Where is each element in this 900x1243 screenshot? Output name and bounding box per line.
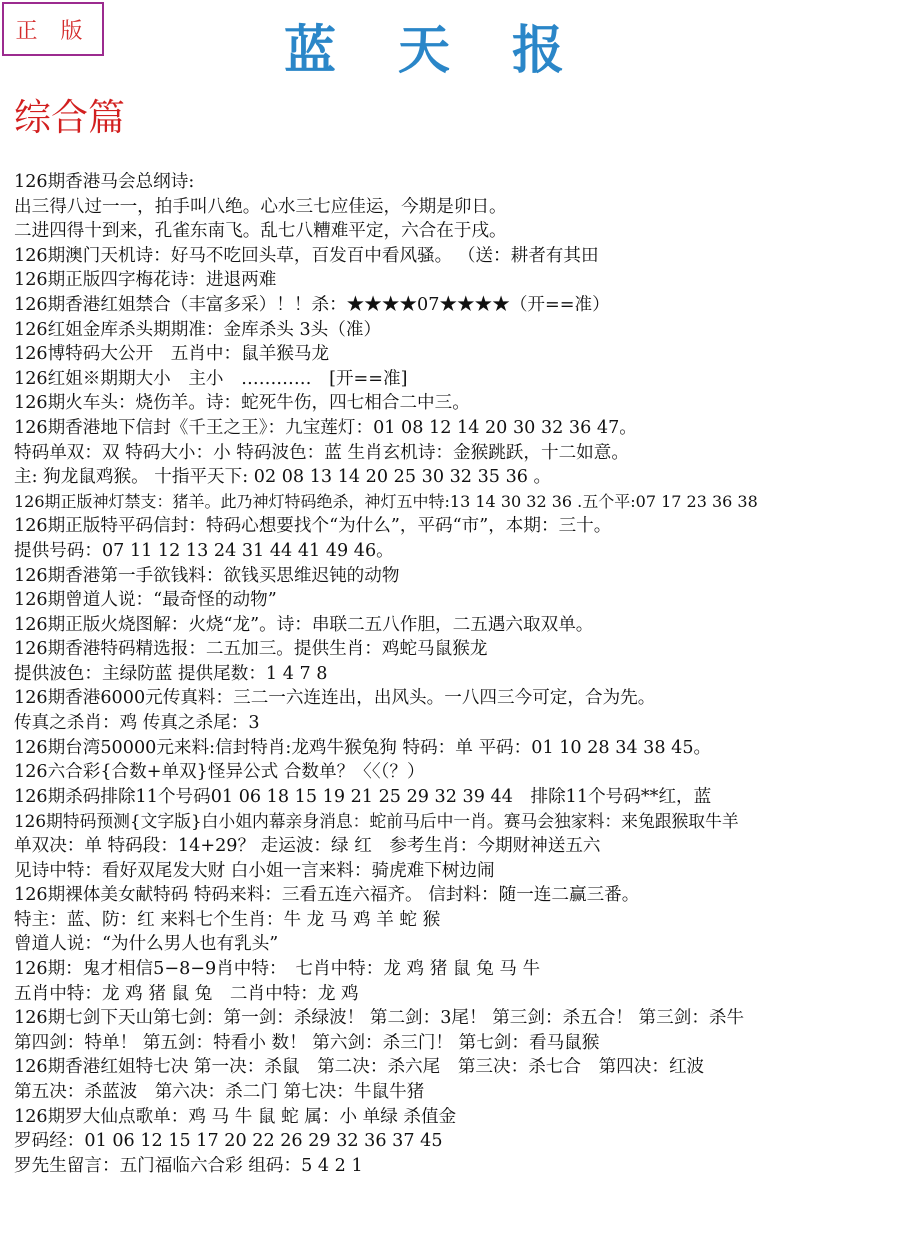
content-line: 出三得八过一一，拍手叫八绝。心水三七应佳运，今期是卯日。 (14, 196, 507, 217)
content-line: 二进四得十到来，孔雀东南飞。乱七八糟难平定，六合在于戌。 (14, 221, 507, 242)
content-line: 126期裸体美女献特码 特码来料：三看五连六福齐。 信封料：随一连二赢三番。 (14, 885, 640, 906)
content-line: 126期正版四字梅花诗：进退两难 (14, 270, 277, 291)
content-line: 126期香港马会总纲诗: (14, 172, 195, 192)
content-line: 特主：蓝、防：红 来料七个生肖：牛 龙 马 鸡 羊 蛇 猴 (14, 909, 441, 930)
content-line: 126六合彩{合数+单双}怪异公式 合数单？〈〈（？） (14, 762, 425, 783)
edition-badge: 正 版 (2, 2, 104, 56)
content-line: 传真之杀肖：鸡 传真之杀尾：3 (14, 713, 260, 734)
content-line: 第五决：杀蓝波 第六决：杀二门 第七决：牛鼠牛猪 (14, 1081, 425, 1102)
content-line: 126期香港地下信封《千王之王》：九宝莲灯：01 08 12 14 20 30 32 36 47。 (14, 417, 637, 438)
content-line: 126期正版神灯禁支：猪羊。此乃神灯特码绝杀，神灯五中特:13 14 30 32 36 .五个平:07 17 23 36 38 (14, 491, 758, 511)
content-line: 126期澳门天机诗：好马不吃回头草，百发百中看风骚。 （送：耕者有其田 (14, 245, 599, 266)
content-line: 126期七剑下天山第七剑：第一剑：杀绿波！ 第二剑：3尾！ 第三剑：杀五合！ 第三剑：杀牛 (14, 1008, 745, 1029)
content-line: 罗先生留言：五门福临六合彩 组码：5 4 2 1 (14, 1155, 363, 1176)
content-line: 126期杀码排除11个号码01 06 18 15 19 21 25 29 32 39 44 排除11个号码**红，蓝 (14, 786, 712, 807)
content-lines (14, 170, 898, 1178)
newspaper-title: 蓝天报 (283, 20, 626, 81)
content-line: 126期特码预测{文字版}白小姐内幕亲身消息：蛇前马后中一肖。赛马会独家料：来兔跟猴取牛羊 (14, 811, 739, 832)
content-line: 126期正版特平码信封：特码心想要找个“为什么”，平码“市”，本期：三十。 (14, 516, 612, 537)
content-line: 126期香港6000元传真料：三二一六连连出，出风头。一八四三今可定，合为先。 (14, 688, 656, 709)
content-line: 126期香港红姐特七决 第一决：杀鼠 第二决：杀六尾 第三决：杀七合 第四决：红波 (14, 1057, 705, 1078)
content-line: 见诗中特：看好双尾发大财 白小姐一言来料：骑虎难下树边闹 (14, 860, 495, 881)
content-line: 126期正版火烧图解：火烧“龙”。诗：串联二五八作胆，二五遇六取双单。 (14, 614, 594, 635)
content-line: 126期台湾50000元来料:信封特肖:龙鸡牛猴兔狗 特码：单 平码：01 10 28 34 38 45。 (14, 737, 712, 758)
content-line: 126红姐※期期大小 主小 ………… [开==准] (14, 368, 408, 389)
content-line: 126期香港第一手欲钱料：欲钱买思维迟钝的动物 (14, 565, 400, 586)
content-line: 126期香港特码精选报：二五加三。提供生肖：鸡蛇马鼠猴龙 (14, 639, 488, 660)
content-line: 126期火车头：烧伤羊。诗：蛇死牛伤，四七相合二中三。 (14, 393, 470, 414)
content-line: 126期罗大仙点歌单：鸡 马 牛 鼠 蛇 属：小 单绿 杀值金 (14, 1106, 457, 1127)
content-line: 单双决：单 特码段：14+29？ 走运波：绿 红 参考生肖：今期财神送五六 (14, 836, 601, 857)
content-line: 126期：鬼才相信5−8−9肖中特： 七肖中特：龙 鸡 猪 鼠 兔 马 牛 (14, 959, 541, 979)
content-line: 提供波色：主绿防蓝 提供尾数：1 4 7 8 (14, 663, 328, 684)
content-line: 罗码经：01 06 12 15 17 20 22 26 29 32 36 37 45 (14, 1131, 443, 1152)
content-line: 特码单双：双 特码大小：小 特码波色：蓝 生肖玄机诗：金猴跳跃，十二如意。 (14, 442, 629, 463)
content-line: 主: 狗龙鼠鸡猴。 十指平天下: 02 08 13 14 20 25 30 32 35 36 。 (14, 467, 552, 488)
content-line: 126期香港红姐禁合（丰富多采）！！杀：★★★★07★★★★（开==准） (14, 294, 610, 315)
content-line: 五肖中特：龙 鸡 猪 鼠 兔 二肖中特：龙 鸡 (14, 983, 359, 1004)
content-line: 提供号码：07 11 12 13 24 31 44 41 49 46。 (14, 540, 394, 561)
content-line: 曾道人说：“为什么男人也有乳头” (14, 934, 279, 955)
content-line: 第四剑：特单！ 第五剑：特看小 数！ 第六剑：杀三门！ 第七剑：看马鼠猴 (14, 1032, 600, 1053)
content-line: 126红姐金库杀头期期准：金库杀头 3头（准） (14, 319, 382, 340)
content-line: 126博特码大公开 五肖中：鼠羊猴马龙 (14, 344, 330, 365)
section-heading: 综合篇 (14, 96, 125, 139)
content-line: 126期曾道人说：“最奇怪的动物” (14, 590, 277, 611)
